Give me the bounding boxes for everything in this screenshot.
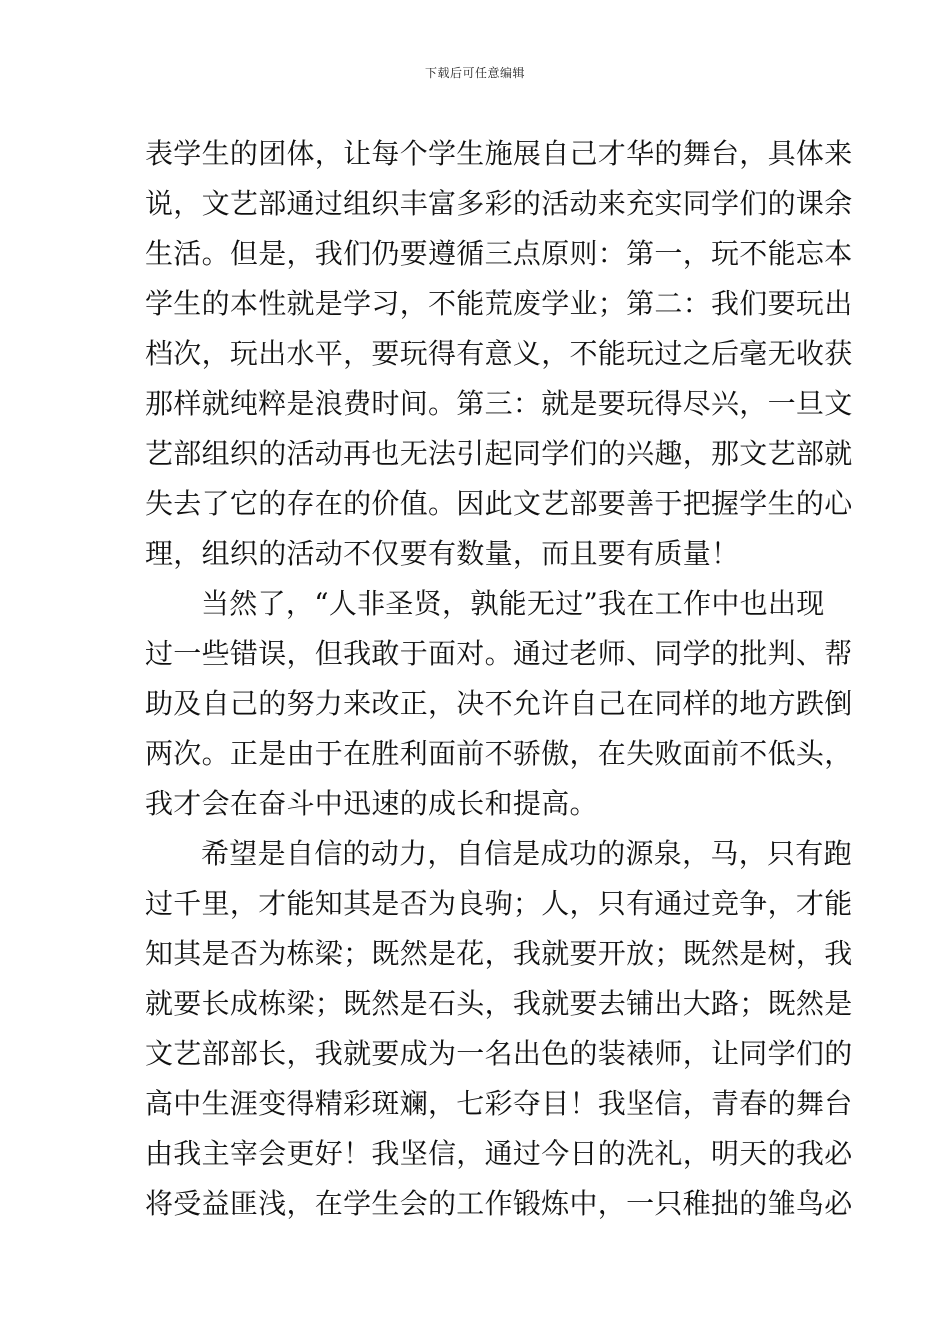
text-line: 知其是否为栋梁；既然是花，我就要开放；既然是树，我 [145,937,853,970]
text-line: 就要长成栋梁；既然是石头，我就要去铺出大路；既然是 [145,987,853,1020]
text-line: 过一些错误，但我敢于面对。通过老师、同学的批判、帮 [145,637,853,670]
text-line: 由我主宰会更好！我坚信，通过今日的洗礼，明天的我必 [145,1137,853,1170]
paragraph-3 [145,829,853,1229]
text-line: 理，组织的活动不仅要有数量，而且要有质量！ [145,537,740,570]
text-line: 生活。但是，我们仍要遵循三点原则：第一，玩不能忘本 [145,237,853,270]
text-line: 失去了它的存在的价值。因此文艺部要善于把握学生的心 [145,487,853,520]
text-line: 过千里，才能知其是否为良驹；人，只有通过竞争，才能 [145,887,853,920]
text-line: 助及自己的努力来改正，决不允许自己在同样的地方跌倒 [145,687,853,720]
text-line: 文艺部部长，我就要成为一名出色的装裱师，让同学们的 [145,1037,853,1070]
text-line: 我才会在奋斗中迅速的成长和提高。 [145,787,598,820]
text-line-indented: 希望是自信的动力，自信是成功的源泉，马，只有跑 [201,837,852,870]
text-line: 学生的本性就是学习，不能荒废学业；第二：我们要玩出 [145,287,853,320]
text-line: 两次。正是由于在胜利面前不骄傲，在失败面前不低头， [145,737,853,770]
page-header: 下载后可任意编辑 [424,66,525,80]
document-body [145,129,853,1229]
paragraph-2 [145,579,853,829]
text-line: 说，文艺部通过组织丰富多彩的活动来充实同学们的课余 [145,187,853,220]
text-line: 高中生涯变得精彩斑斓，七彩夺目！我坚信，青春的舞台 [145,1087,853,1120]
text-line-indented: 当然了，“人非圣贤，孰能无过”我在工作中也出现 [201,587,825,620]
text-line: 那样就纯粹是浪费时间。第三：就是要玩得尽兴，一旦文 [145,387,853,420]
text-line: 艺部组织的活动再也无法引起同学们的兴趣，那文艺部就 [145,437,853,470]
paragraph-1 [145,129,853,579]
text-line: 表学生的团体，让每个学生施展自己才华的舞台，具体来 [145,137,853,170]
text-line: 将受益匪浅，在学生会的工作锻炼中，一只稚拙的雏鸟必 [145,1187,853,1220]
text-line: 档次，玩出水平，要玩得有意义，不能玩过之后毫无收获 [145,337,853,370]
